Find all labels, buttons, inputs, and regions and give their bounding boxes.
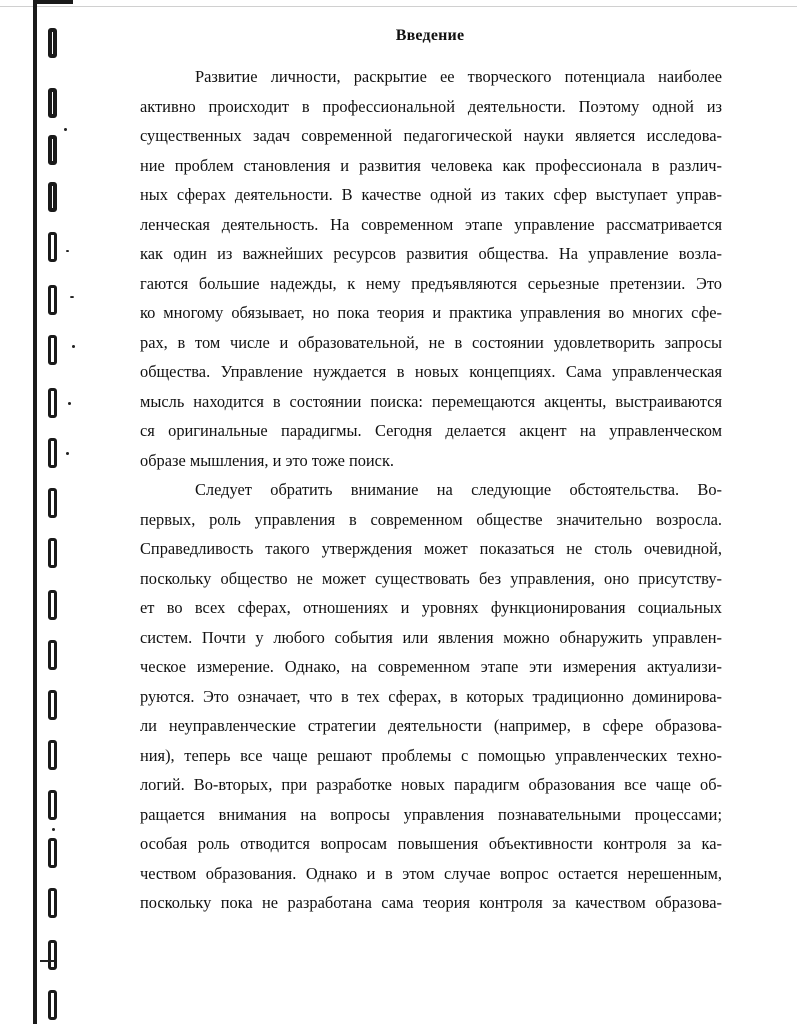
binder-hole xyxy=(48,182,57,212)
scan-speck xyxy=(70,296,74,298)
binder-hole xyxy=(48,640,57,670)
text-line: ко многому обязывает, но пока теория и практика управления во многих сфе- xyxy=(140,303,722,322)
text-line: ращается внимания на вопросы управления познавательными процессами; xyxy=(140,804,722,824)
scan-speck xyxy=(52,828,55,831)
text-line: ческое измерение. Однако, на современном этапе эти измерения актуализи- xyxy=(140,657,722,676)
binder-hole xyxy=(48,285,57,315)
binder-hole xyxy=(48,888,57,918)
binder-hole xyxy=(48,790,57,820)
text-line: существенных задач современной педагогической науки является исследова- xyxy=(140,126,722,145)
text-line: особая роль отводится вопросам повышения объективности контроля за ка- xyxy=(140,834,722,853)
text-line: Развитие личности, раскрытие ее творческого потенциала наиболее xyxy=(195,67,722,86)
text-line: Следует обратить внимание на следующие обстоятельства. Во- xyxy=(195,480,722,499)
text-line: Справедливость такого утверждения может показаться не столь очевидной, xyxy=(140,539,722,558)
text-line: первых, роль управления в современном обществе значительно возросла. xyxy=(140,509,722,529)
text-line: ленческая деятельность. На современном этапе управление рассматривается xyxy=(140,214,722,234)
binder-hole xyxy=(48,388,57,418)
text-line: гаются большие надежды, к нему предъявляются серьезные претензии. Это xyxy=(140,273,722,293)
binder-hole xyxy=(48,740,57,770)
text-line: ся оригинальные парадигмы. Сегодня делается акцент на управленческом xyxy=(140,421,722,440)
text-line: поскольку общество не может существовать без управления, оно присутству- xyxy=(140,568,722,588)
binder-edge-artifact xyxy=(0,0,90,1024)
text-line: логий. Во-вторых, при разработке новых парадигм образования все чаще об- xyxy=(140,775,722,794)
binder-hole xyxy=(48,335,57,365)
text-line: систем. Почти у любого события или явления можно обнаружить управлен- xyxy=(140,627,722,647)
scan-speck xyxy=(68,402,71,405)
text-line: ет во всех сферах, отношениях и уровнях функционирования социальных xyxy=(140,598,722,617)
text-line: рах, в том числе и образовательной, не в состоянии удовлетворить запросы xyxy=(140,332,722,352)
binder-hole xyxy=(48,990,57,1020)
text-line: ния), теперь все чаще решают проблемы с помощью управленческих техно- xyxy=(140,745,722,765)
text-line: руются. Это означает, что в тех сферах, в которых традиционно доминирова- xyxy=(140,686,722,706)
text-line: ние проблем становления и развития человека как профессионала в различ- xyxy=(140,155,722,175)
scan-speck xyxy=(64,128,67,131)
scan-speck xyxy=(40,960,54,962)
binder-hole xyxy=(48,538,57,568)
binder-spine xyxy=(33,0,37,1024)
text-line: ли неуправленческие стратегии деятельности (например, в сфере образова- xyxy=(140,716,722,735)
text-line: поскольку пока не разработана сама теория контроля за качеством образова- xyxy=(140,893,722,912)
page-title: Введение xyxy=(395,27,465,44)
scan-edge-line xyxy=(0,6,797,7)
binder-hole xyxy=(48,940,57,970)
binder-top-edge xyxy=(33,0,73,4)
text-line: ных сферах деятельности. В качестве одной из таких сфер выступает управ- xyxy=(140,185,722,204)
scan-speck xyxy=(66,250,69,252)
text-line: активно происходит в профессиональной деятельности. Поэтому одной из xyxy=(140,96,722,116)
body-text xyxy=(140,62,722,918)
scan-speck xyxy=(66,452,69,455)
binder-hole xyxy=(48,838,57,868)
text-line: как один из важнейших ресурсов развития общества. На управление возла- xyxy=(140,244,722,263)
binder-hole xyxy=(48,232,57,262)
binder-hole xyxy=(48,88,57,118)
text-line: общества. Управление нуждается в новых концепциях. Сама управленческая xyxy=(140,362,722,381)
binder-hole xyxy=(48,690,57,720)
binder-hole xyxy=(48,488,57,518)
scan-speck xyxy=(72,345,75,348)
binder-hole xyxy=(48,135,57,165)
text-line: чеством образования. Однако и в этом случае вопрос остается нерешенным, xyxy=(140,863,722,883)
text-line: образе мышления, и это тоже поиск. xyxy=(140,450,395,470)
binder-hole xyxy=(48,438,57,468)
binder-hole xyxy=(48,590,57,620)
text-line: мысль находится в состоянии поиска: перемещаются акценты, выстраиваются xyxy=(140,391,722,411)
